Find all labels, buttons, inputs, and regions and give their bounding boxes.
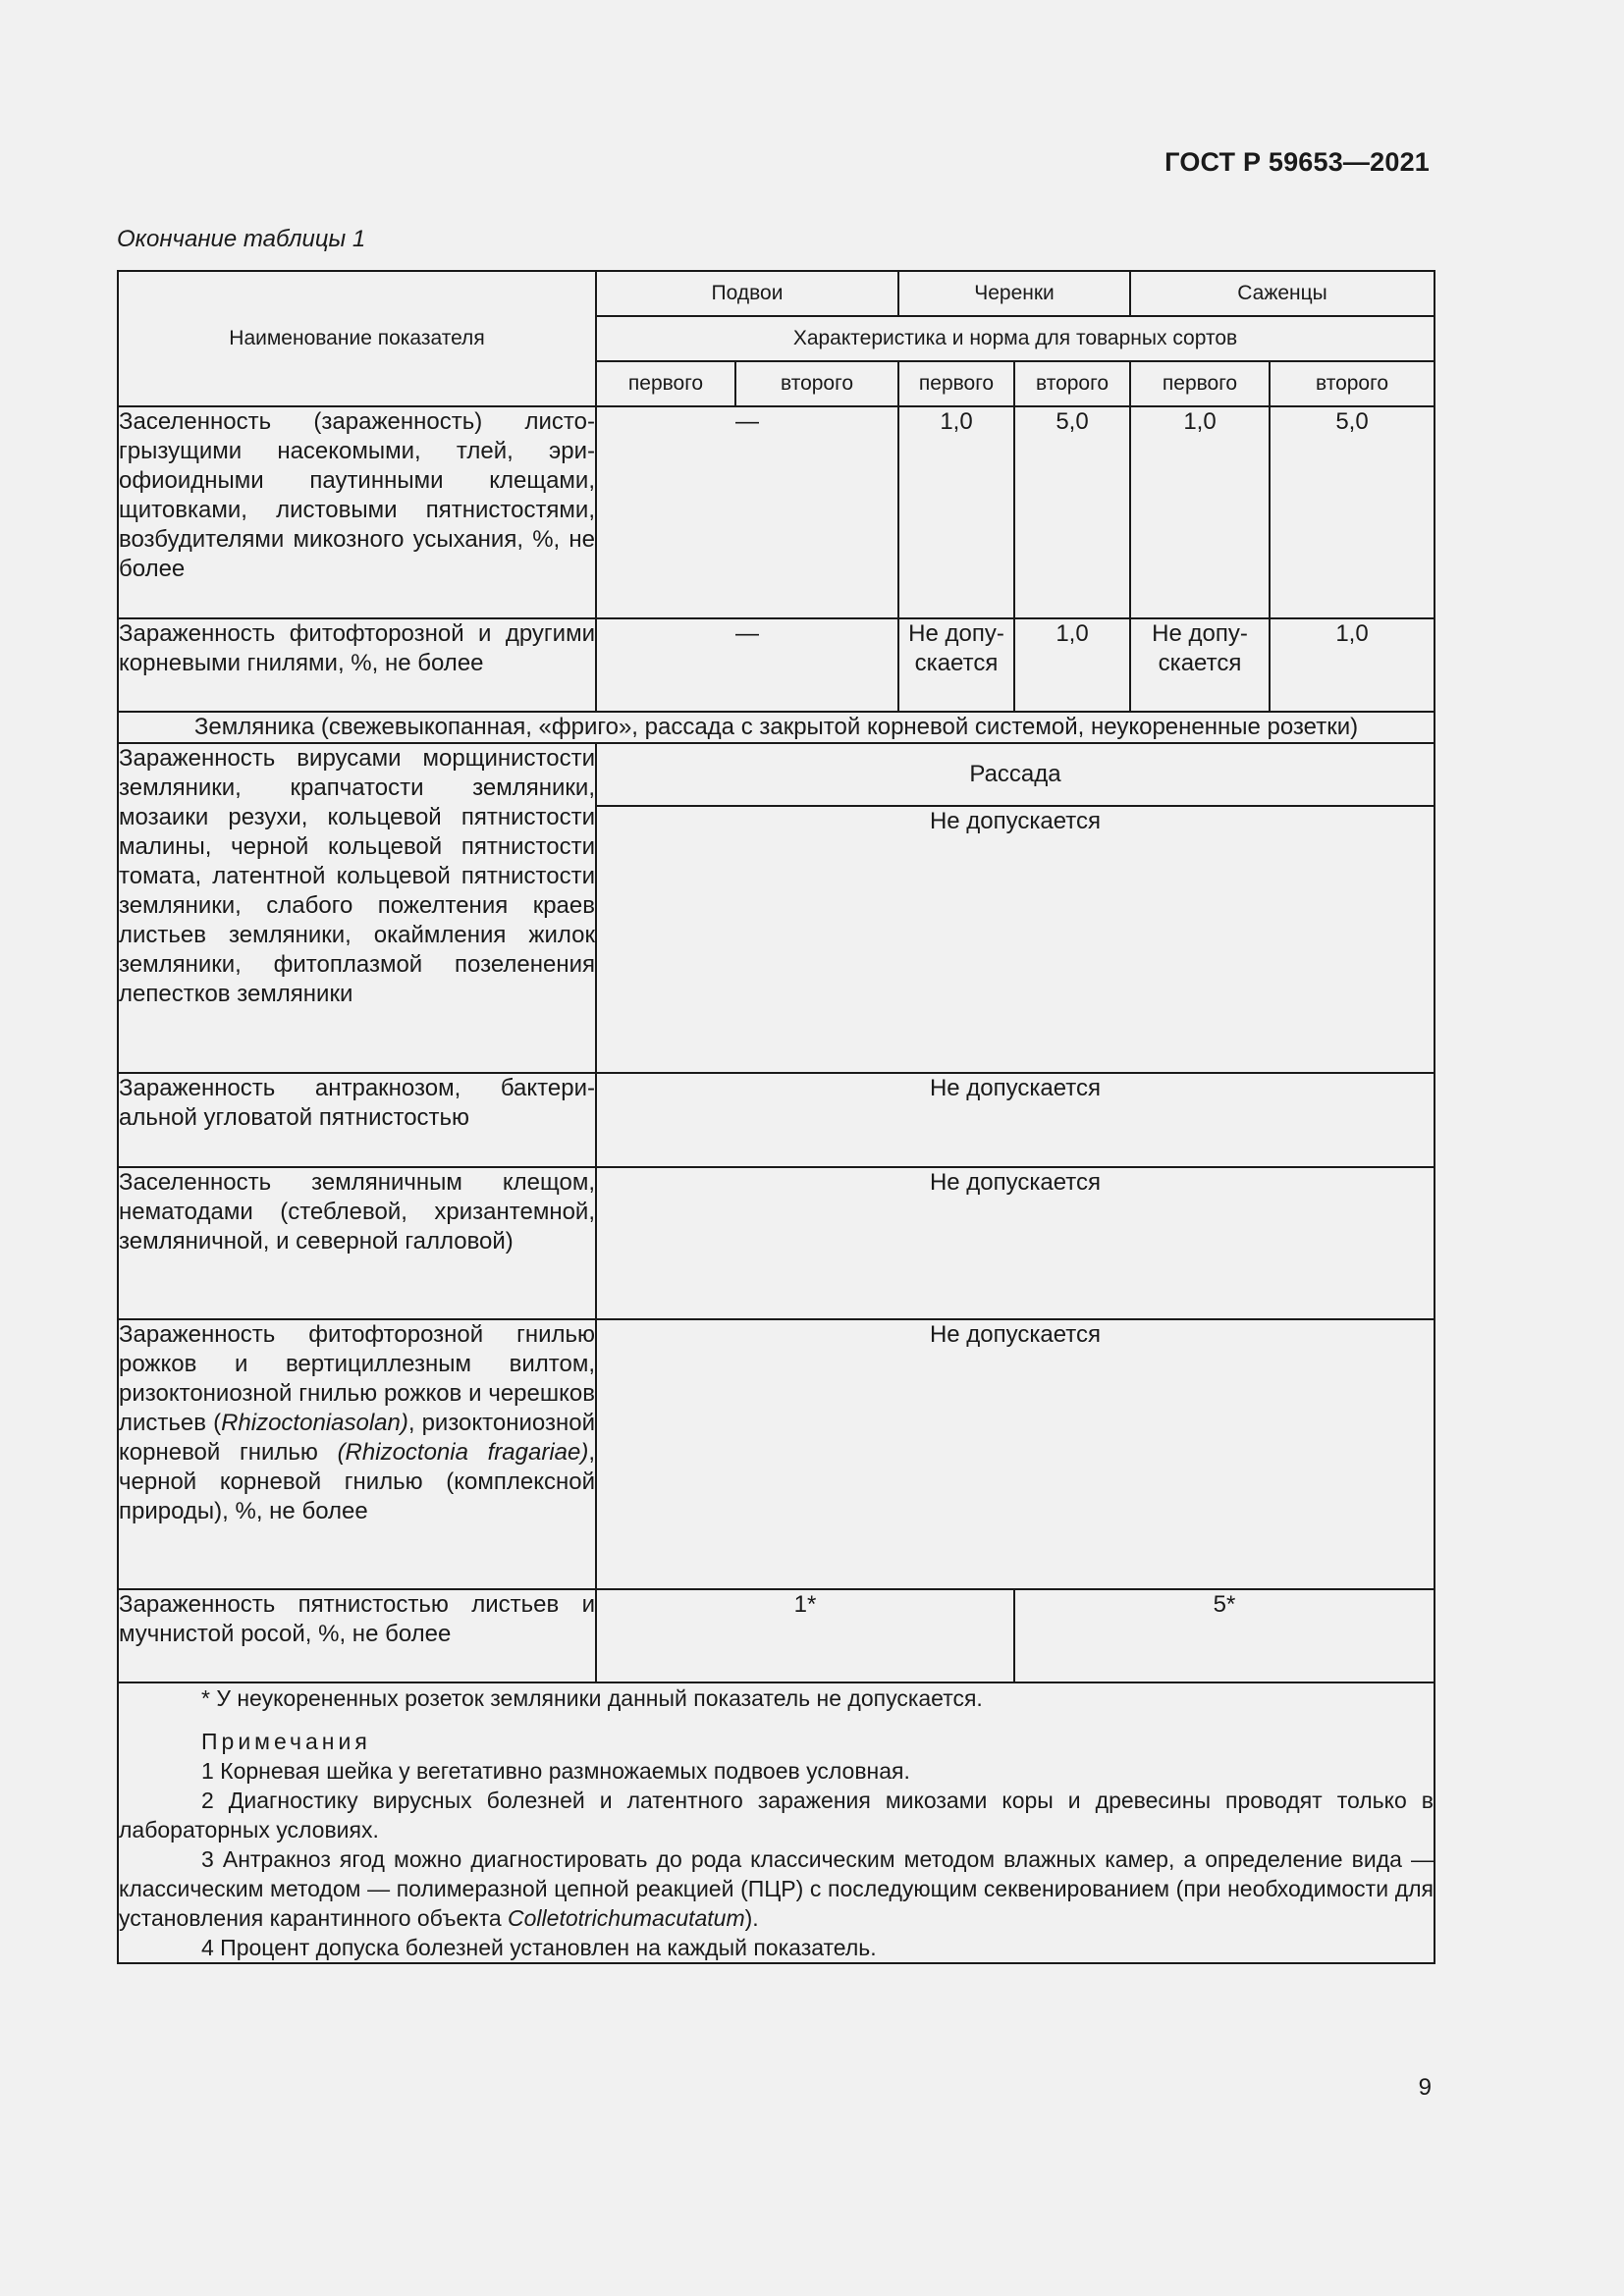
column-header-sazhentsy: Саженцы	[1130, 271, 1435, 316]
value-cell: Не допускается	[596, 806, 1435, 1073]
sort-header: второго	[1270, 361, 1435, 406]
value-cell: 1,0	[1270, 618, 1435, 712]
sort-header: второго	[735, 361, 898, 406]
section-row	[118, 712, 1435, 743]
requirements-table	[117, 270, 1435, 1964]
table-row	[118, 1167, 1435, 1319]
indicator-name: Заселенность (зараженность) листогрызущими насекомыми, тлей, эриофиоидными паутинными клещами, щитовками, листовыми пятнистостями, возбудителями микозного усыхания, %, не более	[118, 406, 596, 618]
table-row	[118, 406, 1435, 618]
footnote-star: * У неукорененных розеток земляники данный показатель не допускается.	[201, 1685, 983, 1711]
sort-header: первого	[1130, 361, 1270, 406]
value-cell: 1,0	[1130, 406, 1270, 618]
sort-header: второго	[1014, 361, 1130, 406]
value-cell: Не допускается	[596, 1319, 1435, 1589]
indicator-text: Зараженность фитофторозной гнилью рожков и вертициллезным вилтом, ризоктониозной гнилью рожков и черешков листьев (	[119, 1321, 595, 1436]
footnotes	[118, 1682, 1435, 1963]
value-cell: Не допускается	[596, 1167, 1435, 1319]
latin-name: Colletotrichumacutatum	[508, 1905, 745, 1931]
note-item	[119, 1844, 1434, 1933]
latin-name: Rhizoctoniasolan)	[221, 1410, 408, 1436]
value-cell: —	[596, 406, 898, 618]
column-subheader: Характеристика и норма для товарных сортов	[596, 316, 1435, 361]
table-caption: Окончание таблицы 1	[117, 226, 366, 252]
rassada-label: Рассада	[596, 743, 1435, 806]
document-id: ГОСТ Р 59653—2021	[1164, 147, 1430, 177]
value-cell: Не допускается	[596, 1073, 1435, 1167]
table-row	[118, 1589, 1435, 1682]
column-header-cherenki: Черенки	[898, 271, 1130, 316]
indicator-text: , ризоктониозной корневой гнилью	[119, 1410, 595, 1466]
note-text: 3 Антракноз ягод можно диагностировать до рода классическим методом влажных камер, а определение вида — классическим методом — полимеразной цепной реакцией (ПЦР) с последующим секвенированием (при необходимости для установления карантинного объекта	[119, 1846, 1434, 1931]
table-row	[118, 743, 1435, 806]
value-cell: 5*	[1014, 1589, 1435, 1682]
value-cell: 1*	[596, 1589, 1014, 1682]
indicator-name: Заселенность земляничным клещом, нематодами (стеблевой, хризантемной, земляничной, и северной галловой)	[118, 1167, 596, 1319]
sort-header: первого	[898, 361, 1014, 406]
footnotes-row	[118, 1682, 1435, 1963]
value-cell: Не допускается	[898, 618, 1014, 712]
note-text: ).	[744, 1905, 759, 1931]
value-cell: —	[596, 618, 898, 712]
sort-header: первого	[596, 361, 735, 406]
section-title-strawberry: Земляника (свежевыкопанная, «фриго», рассада с закрытой корневой системой, неукорененные розетки)	[118, 712, 1435, 743]
page-number: 9	[1418, 2074, 1432, 2101]
value-cell: 5,0	[1270, 406, 1435, 618]
indicator-name: Зараженность фитофторозной и другими корневыми гнилями, %, не более	[118, 618, 596, 712]
table-row	[118, 618, 1435, 712]
value-cell: 5,0	[1014, 406, 1130, 618]
table-row	[118, 1319, 1435, 1589]
column-header-podvoi: Подвои	[596, 271, 898, 316]
table-row	[118, 1073, 1435, 1167]
column-header-indicator: Наименование показателя	[118, 271, 596, 406]
indicator-name: Зараженность пятнистостью листьев и мучнистой росой, %, не более	[118, 1589, 596, 1682]
indicator-text: , черной корневой гнилью (комплексной природы), %, не более	[119, 1439, 596, 1524]
notes-title: Примечания	[201, 1729, 371, 1754]
note-item: 2 Диагностику вирусных болезней и латентного заражения микозами коры и древесины проводят только в лабораторных условиях.	[119, 1788, 1434, 1842]
note-item: 4 Процент допуска болезней установлен на каждый показатель.	[201, 1935, 877, 1960]
value-cell: 1,0	[898, 406, 1014, 618]
value-cell: 1,0	[1014, 618, 1130, 712]
indicator-name	[118, 1319, 596, 1589]
note-item: 1 Корневая шейка у вегетативно размножаемых подвоев условная.	[201, 1758, 910, 1784]
indicator-name: Зараженность вирусами морщинистости земляники, крапчатости земляники, мозаики резухи, кольцевой пятнистости малины, черной кольцевой пятнистости томата, латентной кольцевой пятнистости земляники, слабого пожелтения краев листьев земляники, окаймления жилок земляники, фитоплазмой позеленения лепестков земляники	[118, 743, 596, 1073]
latin-name: (Rhizoctonia fragariae)	[337, 1439, 589, 1466]
indicator-name: Зараженность антракнозом, бактериальной угловатой пятнистостью	[118, 1073, 596, 1167]
value-cell: Не допускается	[1130, 618, 1270, 712]
